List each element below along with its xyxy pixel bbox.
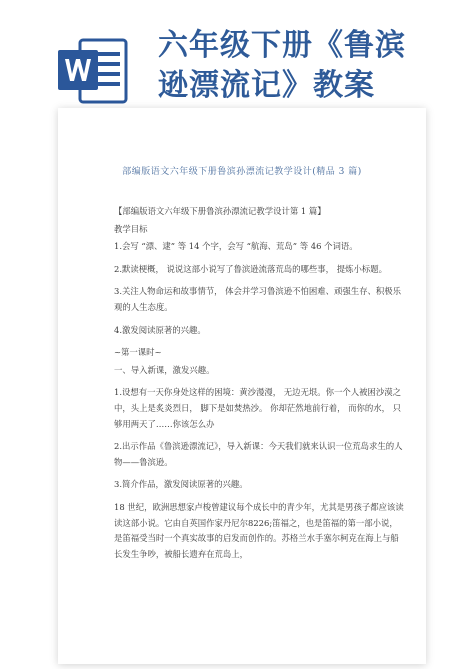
document-banner (0, 0, 474, 110)
section-heading: 【部编版语文六年级下册鲁滨孙漂流记教学设计第 1 篇】 (114, 206, 326, 216)
goal-item-4: 4.激发阅读原著的兴趣。 (114, 324, 206, 335)
goal-item-1: 1.会写 “漂、逮” 等 14 个字，会写 “航海、荒岛” 等 46 个词语。 (114, 241, 358, 252)
intro-paragraph: 18 世纪，欧洲思想家卢梭曾建议每个成长中的青少年，尤其是男孩子都应该读读这部小说。它由自英国作家丹尼尔8226;笛福之，也是笛福的第一部小说，是笛福受当时一个真实故事的启发而创作的。苏格兰水手塞尔柯克在海上与船长发生争吵，被船长遗弃在荒岛上， (114, 501, 404, 559)
step-item-2: 2.出示作品《鲁滨逊漂流记》，导入新课：今天我们就来认识一位荒岛求生的人物——鲁滨逊。 (114, 441, 403, 467)
document-body (114, 204, 406, 564)
goal-item-2: 2.默读梗概， 说说这部小说写了鲁滨逊流落荒岛的哪些事， 提炼小标题。 (114, 263, 387, 274)
document-heading: 部编版语文六年级下册鲁滨孙漂流记教学设计(精品 3 篇) (122, 167, 362, 177)
step-heading-1: 一、导入新课，激发兴趣。 (114, 364, 215, 375)
banner-title (158, 26, 458, 106)
word-document-icon (58, 38, 128, 104)
goal-item-3: 3.关注人物命运和故事情节， 体会并学习鲁滨逊不怕困难、顽强生存、积极乐观的人生态度。 (114, 286, 402, 312)
lesson-label: ~第一课时~ (114, 347, 162, 358)
step-item-1: 1.设想有一天你身处这样的困境：黄沙漫漫， 无边无垠。你一个人被困沙漠之中，头上是炙炎烈日， 脚下是如焚热沙。 你却茫然地前行着， 而你的水， 只够用两天了……你该怎么办 (114, 387, 402, 429)
document-page-preview (58, 108, 426, 664)
banner-title-line-2: 逊漂流记》教案 (158, 68, 375, 103)
step-item-3: 3.简介作品，激发阅读原著的兴趣。 (114, 479, 248, 490)
teaching-goals-label: 教学目标 (114, 223, 148, 234)
banner-title-line-1: 六年级下册《鲁滨 (158, 28, 406, 63)
